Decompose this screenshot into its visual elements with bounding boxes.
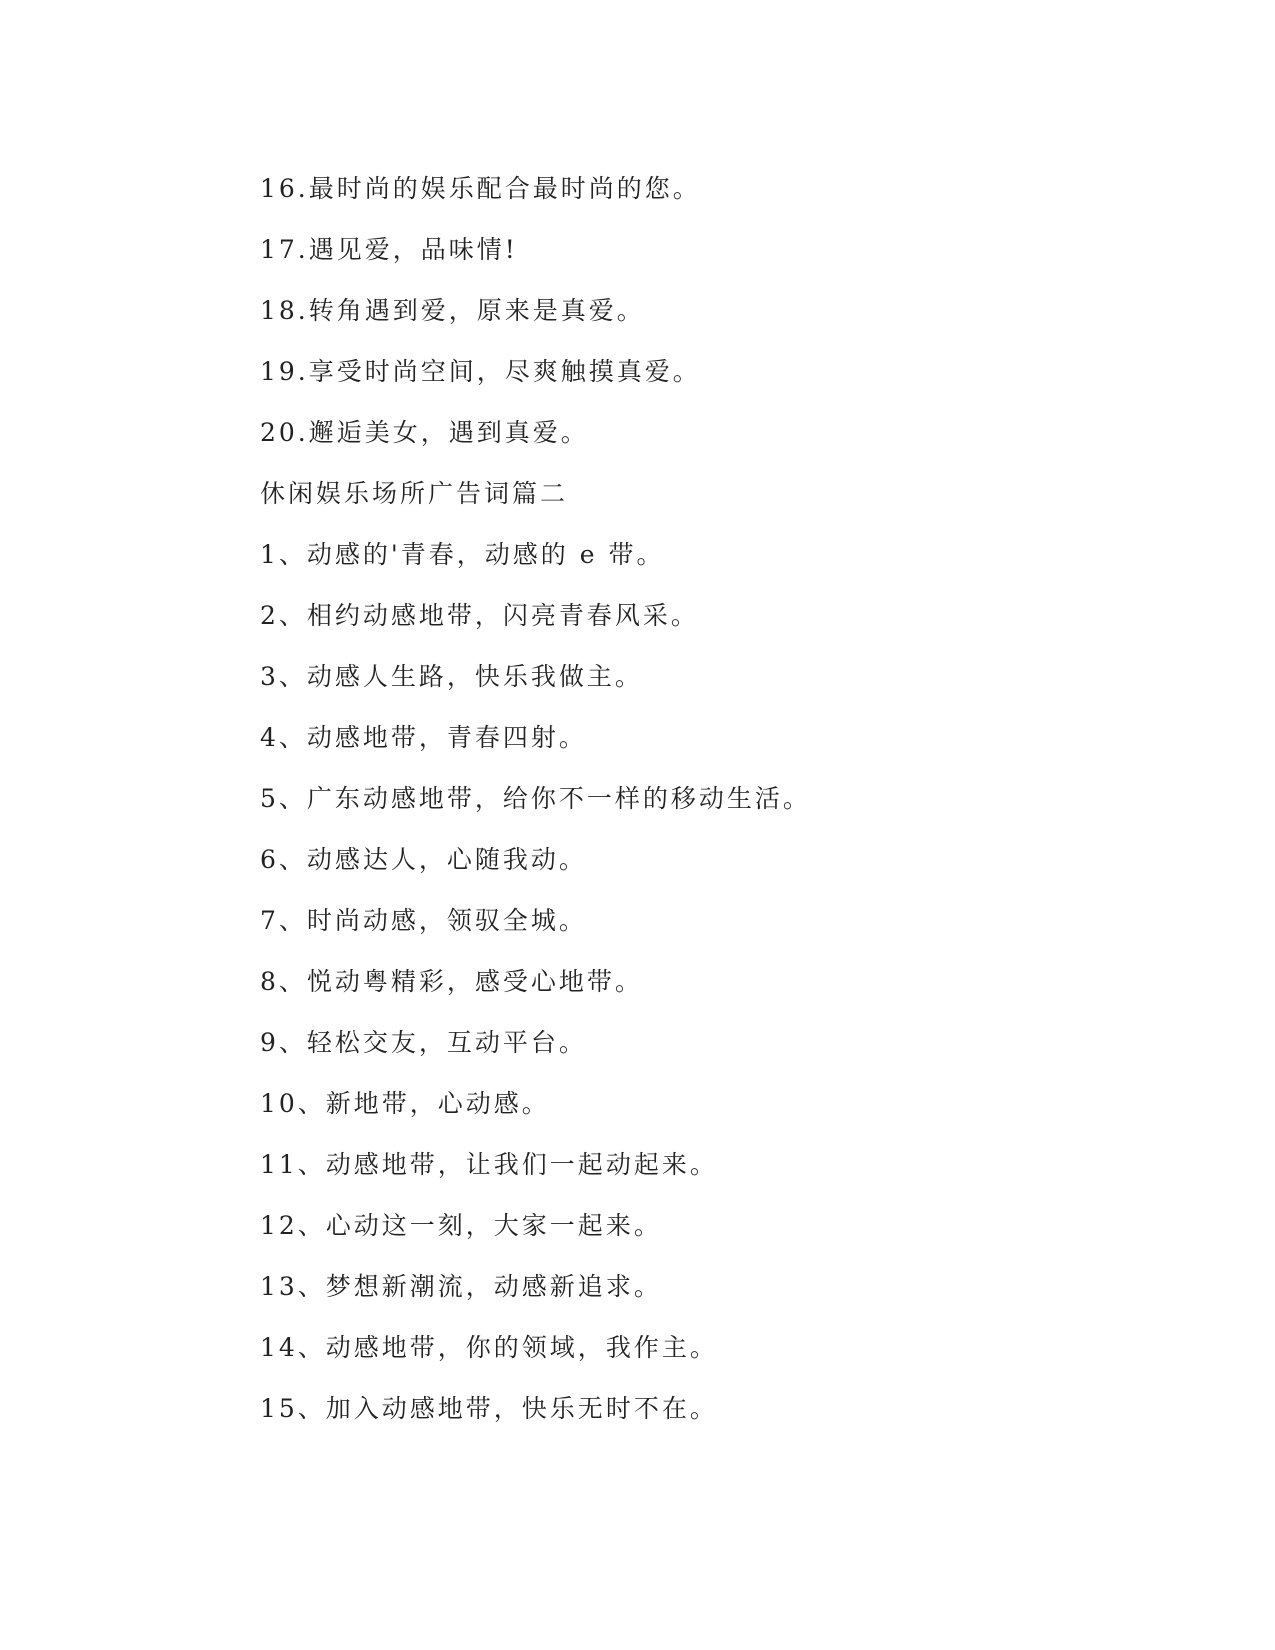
slogan-line-6: 6、动感达人，心随我动。 (260, 845, 587, 874)
slogan-line-3: 3、动感人生路，快乐我做主。 (260, 662, 643, 691)
slogan-line-18: 18.转角遇到爱，原来是真爱。 (260, 296, 645, 325)
slogan-line-9: 9、轻松交友，互动平台。 (260, 1028, 587, 1057)
slogan-line-10: 10、新地带，心动感。 (260, 1089, 550, 1118)
slogan-line-14: 14、动感地带，你的领域，我作主。 (260, 1333, 718, 1362)
slogan-line-19: 19.享受时尚空间，尽爽触摸真爱。 (260, 357, 701, 386)
slogan-line-5: 5、广东动感地带，给你不一样的移动生活。 (260, 784, 811, 813)
slogan-line-1: 1、动感的'青春，动感的 e 带。 (260, 540, 665, 569)
slogan-line-12: 12、心动这一刻，大家一起来。 (260, 1211, 662, 1240)
slogan-line-17: 17.遇见爱，品味情! (260, 235, 518, 264)
section-heading: 休闲娱乐场所广告词篇二 (260, 479, 569, 508)
slogan-line-13: 13、梦想新潮流，动感新追求。 (260, 1272, 662, 1301)
slogan-line-7: 7、时尚动感，领驭全城。 (260, 906, 587, 935)
slogan-line-8: 8、悦动粤精彩，感受心地带。 (260, 967, 643, 996)
slogan-line-11: 11、动感地带，让我们一起动起来。 (260, 1150, 718, 1179)
slogan-line-4: 4、动感地带，青春四射。 (260, 723, 587, 752)
slogan-line-16: 16.最时尚的娱乐配合最时尚的您。 (260, 174, 701, 203)
slogan-line-20: 20.邂逅美女，遇到真爱。 (260, 418, 589, 447)
slogan-line-2: 2、相约动感地带，闪亮青春风采。 (260, 601, 699, 630)
slogan-line-15: 15、加入动感地带，快乐无时不在。 (260, 1394, 718, 1423)
